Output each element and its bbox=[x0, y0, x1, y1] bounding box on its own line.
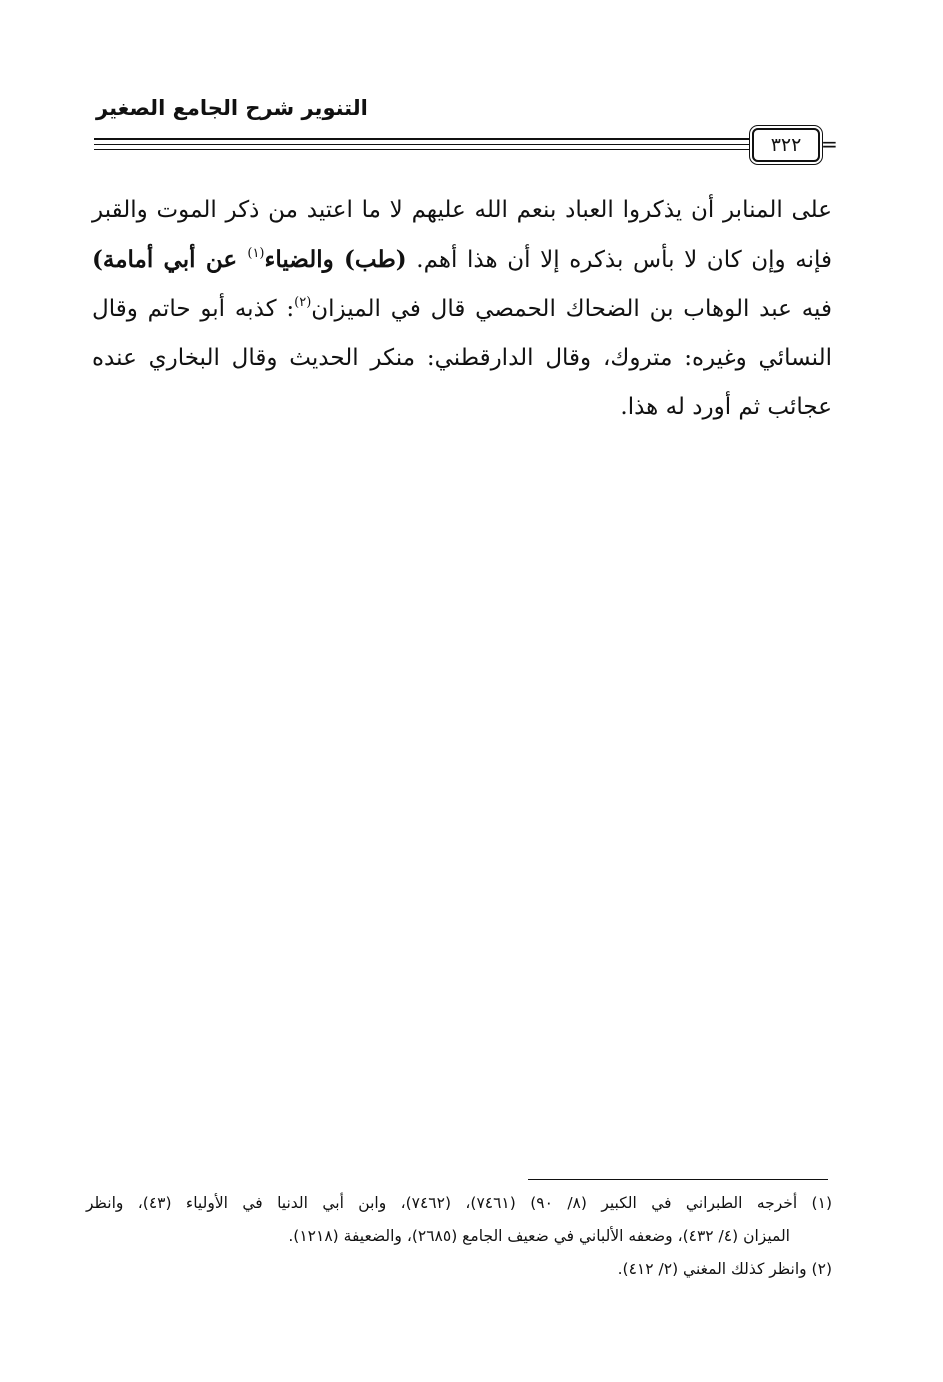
header-rule bbox=[94, 149, 751, 150]
footnote-line: (١) أخرجه الطبراني في الكبير (٨/ ٩٠) (٧٤٦١)، (٧٤٦٢)، وابن أبي الدنيا في الأولياء (٤٣)، وانظر bbox=[86, 1194, 832, 1212]
page-number: ٣٢٢ bbox=[752, 128, 820, 162]
narrator-citation: عن أبي أمامة) bbox=[92, 246, 248, 273]
footnote-line: الميزان (٤/ ٤٣٢)، وضعفه الألباني في ضعيف الجامع (٢٦٨٥)، والضعيفة (١٢١٨). bbox=[288, 1227, 790, 1245]
body-line: النسائي وغيره: متروك، وقال الدارقطني: منكر الحديث وقال البخاري عنده bbox=[92, 345, 832, 371]
body-text-segment: فإنه وإن كان لا بأس بذكره إلا أن هذا أهم. bbox=[406, 247, 832, 273]
header-rule bbox=[94, 144, 751, 145]
footnote-ref[interactable]: (١) bbox=[247, 246, 265, 261]
body-line: على المنابر أن يذكروا العباد بنعم الله عليهم لا ما اعتيد من ذكر الموت والقبر bbox=[92, 197, 832, 223]
body-paragraph bbox=[92, 186, 832, 432]
body-text-segment: فيه عبد الوهاب بن الضحاك الحمصي قال في الميزان bbox=[311, 296, 832, 322]
running-title: التنوير شرح الجامع الصغير bbox=[96, 96, 368, 120]
body-text-segment: : كذبه أبو حاتم وقال bbox=[92, 296, 295, 322]
page-number-marker: = bbox=[821, 132, 838, 156]
footnote-separator bbox=[528, 1179, 828, 1180]
body-line: عجائب ثم أورد له هذا. bbox=[620, 394, 832, 420]
source-citation: (طب) والضياء bbox=[264, 246, 407, 273]
footnotes bbox=[86, 1187, 832, 1286]
header-rule bbox=[94, 138, 751, 140]
footnote-line: (٢) وانظر كذلك المغني (٢/ ٤١٢). bbox=[617, 1260, 832, 1278]
body-line bbox=[92, 285, 832, 334]
body-line bbox=[92, 235, 832, 285]
footnote-ref[interactable]: (٢) bbox=[294, 295, 312, 310]
